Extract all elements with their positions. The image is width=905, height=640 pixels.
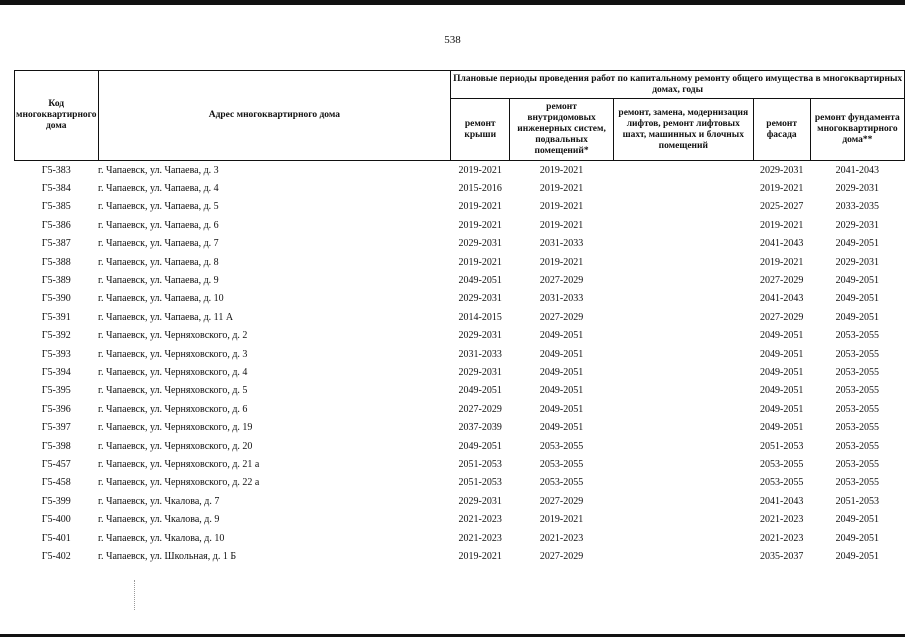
elevator-period: [613, 345, 753, 363]
facade-period: 2053-2055: [760, 458, 804, 470]
elevator-period: [613, 271, 753, 289]
roof-period: 2014-2015: [458, 311, 502, 323]
table-row: [15, 455, 905, 473]
engineering-period: 2021-2023: [539, 532, 584, 544]
foundation-period: 2049-2051: [835, 514, 880, 526]
building-code: Г5-398: [41, 440, 71, 452]
scan-artifact: [134, 580, 136, 610]
table-row: [15, 327, 905, 345]
table-row: [15, 400, 905, 418]
bottom-border-rule: [0, 634, 905, 637]
table-row: [15, 492, 905, 510]
building-address: г. Чапаевск, ул. Чкалова, д. 7: [98, 495, 220, 507]
foundation-period: 2049-2051: [835, 293, 880, 305]
building-address: г. Чапаевск, ул. Школьная, д. 1 Б: [98, 550, 237, 562]
elevator-period: [613, 308, 753, 326]
header-elevator-repair: ремонт, замена, модернизация лифтов, ремонт лифтовых шахт, машинных и блочных помещений: [613, 99, 753, 161]
building-code: Г5-399: [41, 495, 71, 507]
building-address: г. Чапаевск, ул. Чапаева, д. 7: [98, 238, 219, 250]
facade-period: 2049-2051: [760, 385, 804, 397]
table-row: [15, 253, 905, 271]
building-code: Г5-390: [41, 293, 71, 305]
foundation-period: 2049-2051: [835, 311, 880, 323]
roof-period: 2021-2023: [458, 532, 502, 544]
foundation-period: 2053-2055: [835, 330, 880, 342]
header-roof-repair: ремонт крыши: [451, 99, 510, 161]
foundation-period: 2049-2051: [835, 532, 880, 544]
header-planned-periods: Плановые периоды проведения работ по капитальному ремонту общего имущества в многоквартирных домах, годы: [451, 71, 905, 99]
building-address: г. Чапаевск, ул. Чкалова, д. 10: [98, 532, 225, 544]
foundation-period: 2051-2053: [835, 495, 880, 507]
engineering-period: 2019-2021: [539, 219, 584, 231]
engineering-period: 2027-2029: [539, 495, 584, 507]
roof-period: 2051-2053: [458, 477, 502, 489]
roof-period: 2019-2021: [458, 201, 502, 213]
facade-period: 2021-2023: [760, 514, 804, 526]
engineering-period: 2019-2021: [539, 514, 584, 526]
table-row: [15, 345, 905, 363]
table-row: [15, 547, 905, 565]
engineering-period: 2053-2055: [539, 477, 584, 489]
building-code: Г5-385: [41, 201, 71, 213]
engineering-period: 2019-2021: [539, 256, 584, 268]
table-row: [15, 510, 905, 528]
facade-period: 2025-2027: [760, 201, 804, 213]
elevator-period: [613, 216, 753, 234]
building-address: г. Чапаевск, ул. Черняховского, д. 6: [98, 403, 248, 415]
table-row: [15, 529, 905, 547]
engineering-period: 2019-2021: [539, 164, 584, 176]
facade-period: 2049-2051: [760, 366, 804, 378]
elevator-period: [613, 253, 753, 271]
building-address: г. Чапаевск, ул. Чапаева, д. 4: [98, 183, 219, 195]
building-address: г. Чапаевск, ул. Черняховского, д. 21 а: [98, 458, 260, 470]
foundation-period: 2029-2031: [835, 219, 880, 231]
roof-period: 2051-2053: [458, 458, 502, 470]
elevator-period: [613, 235, 753, 253]
elevator-period: [613, 363, 753, 381]
elevator-period: [613, 510, 753, 528]
table-row: [15, 198, 905, 216]
engineering-period: 2049-2051: [539, 403, 584, 415]
building-code: Г5-387: [41, 238, 71, 250]
foundation-period: 2053-2055: [835, 385, 880, 397]
building-code: Г5-397: [41, 422, 71, 434]
elevator-period: [613, 547, 753, 565]
foundation-period: 2053-2055: [835, 366, 880, 378]
facade-period: 2051-2053: [760, 440, 804, 452]
building-code: Г5-457: [41, 458, 71, 470]
foundation-period: 2049-2051: [835, 275, 880, 287]
roof-period: 2037-2039: [458, 422, 502, 434]
foundation-period: 2049-2051: [835, 550, 880, 562]
building-code: Г5-400: [41, 514, 71, 526]
elevator-period: [613, 455, 753, 473]
roof-period: 2029-2031: [458, 293, 502, 305]
facade-period: 2049-2051: [760, 348, 804, 360]
foundation-period: 2029-2031: [835, 183, 880, 195]
table-row: [15, 437, 905, 455]
facade-period: 2053-2055: [760, 477, 804, 489]
roof-period: 2027-2029: [458, 403, 502, 415]
building-code: Г5-389: [41, 275, 71, 287]
building-address: г. Чапаевск, ул. Черняховского, д. 19: [98, 422, 253, 434]
building-address: г. Чапаевск, ул. Чапаева, д. 6: [98, 219, 219, 231]
roof-period: 2019-2021: [458, 550, 502, 562]
roof-period: 2049-2051: [458, 385, 502, 397]
foundation-period: 2053-2055: [835, 477, 880, 489]
engineering-period: 2019-2021: [539, 183, 584, 195]
building-code: Г5-396: [41, 403, 71, 415]
header-engineering-repair: ремонт внутридомовых инженерных систем, подвальных помещений*: [510, 99, 614, 161]
elevator-period: [613, 327, 753, 345]
engineering-period: 2053-2055: [539, 440, 584, 452]
table-row: [15, 308, 905, 326]
elevator-period: [613, 161, 753, 180]
foundation-period: 2053-2055: [835, 403, 880, 415]
building-code: Г5-392: [41, 330, 71, 342]
table-row: [15, 216, 905, 234]
engineering-period: 2049-2051: [539, 422, 584, 434]
table-row: [15, 290, 905, 308]
building-code: Г5-386: [41, 219, 71, 231]
roof-period: 2019-2021: [458, 219, 502, 231]
building-code: Г5-395: [41, 385, 71, 397]
elevator-period: [613, 179, 753, 197]
header-address: Адрес многоквартирного дома: [98, 71, 451, 161]
facade-period: 2041-2043: [760, 293, 804, 305]
header-building-code: Код многоквартирного дома: [15, 71, 99, 161]
foundation-period: 2029-2031: [835, 256, 880, 268]
elevator-period: [613, 400, 753, 418]
engineering-period: 2049-2051: [539, 348, 584, 360]
elevator-period: [613, 529, 753, 547]
engineering-period: 2053-2055: [539, 458, 584, 470]
facade-period: 2021-2023: [760, 532, 804, 544]
building-address: г. Чапаевск, ул. Черняховского, д. 3: [98, 348, 248, 360]
facade-period: 2027-2029: [760, 275, 804, 287]
building-code: Г5-393: [41, 348, 71, 360]
roof-period: 2029-2031: [458, 495, 502, 507]
foundation-period: 2053-2055: [835, 422, 880, 434]
engineering-period: 2019-2021: [539, 201, 584, 213]
building-address: г. Чапаевск, ул. Черняховского, д. 22 а: [98, 477, 260, 489]
facade-period: 2049-2051: [760, 403, 804, 415]
engineering-period: 2049-2051: [539, 330, 584, 342]
roof-period: 2019-2021: [458, 164, 502, 176]
building-code: Г5-391: [41, 311, 71, 323]
foundation-period: 2053-2055: [835, 348, 880, 360]
elevator-period: [613, 437, 753, 455]
building-address: г. Чапаевск, ул. Чапаева, д. 10: [98, 293, 224, 305]
table-row: [15, 418, 905, 436]
table-row: [15, 382, 905, 400]
building-code: Г5-401: [41, 532, 71, 544]
roof-period: 2049-2051: [458, 275, 502, 287]
table-row: [15, 179, 905, 197]
page-number: 538: [444, 34, 461, 46]
foundation-period: 2053-2055: [835, 440, 880, 452]
facade-period: 2019-2021: [760, 219, 804, 231]
facade-period: 2035-2037: [760, 550, 804, 562]
elevator-period: [613, 290, 753, 308]
facade-period: 2019-2021: [760, 256, 804, 268]
facade-period: 2029-2031: [760, 164, 804, 176]
facade-period: 2027-2029: [760, 311, 804, 323]
building-code: Г5-458: [41, 477, 71, 489]
elevator-period: [613, 474, 753, 492]
building-address: г. Чапаевск, ул. Черняховского, д. 4: [98, 366, 248, 378]
table-row: [15, 363, 905, 381]
roof-period: 2029-2031: [458, 330, 502, 342]
roof-period: 2019-2021: [458, 256, 502, 268]
building-address: г. Чапаевск, ул. Чапаева, д. 8: [98, 256, 219, 268]
foundation-period: 2041-2043: [835, 164, 880, 176]
building-code: Г5-384: [41, 183, 71, 195]
building-address: г. Чапаевск, ул. Черняховского, д. 5: [98, 385, 248, 397]
facade-period: 2041-2043: [760, 495, 804, 507]
foundation-period: 2033-2035: [835, 201, 880, 213]
roof-period: 2015-2016: [458, 183, 502, 195]
building-code: Г5-383: [41, 164, 71, 176]
building-address: г. Чапаевск, ул. Чапаева, д. 11 А: [98, 311, 234, 323]
engineering-period: 2031-2033: [539, 238, 584, 250]
building-address: г. Чапаевск, ул. Чапаева, д. 5: [98, 201, 219, 213]
building-code: Г5-394: [41, 366, 71, 378]
table-row: [15, 235, 905, 253]
engineering-period: 2027-2029: [539, 550, 584, 562]
table-body: [15, 161, 905, 566]
foundation-period: 2049-2051: [835, 238, 880, 250]
table-row: [15, 271, 905, 289]
header-foundation-repair: ремонт фундамента многоквартирного дома**: [810, 99, 904, 161]
header-facade-repair: ремонт фасада: [753, 99, 810, 161]
building-code: Г5-388: [41, 256, 71, 268]
foundation-period: 2053-2055: [835, 458, 880, 470]
building-address: г. Чапаевск, ул. Чапаева, д. 3: [98, 164, 219, 176]
table-row: [15, 474, 905, 492]
building-address: г. Чапаевск, ул. Чапаева, д. 9: [98, 275, 219, 287]
engineering-period: 2031-2033: [539, 293, 584, 305]
facade-period: 2049-2051: [760, 422, 804, 434]
building-address: г. Чапаевск, ул. Чкалова, д. 9: [98, 514, 220, 526]
roof-period: 2031-2033: [458, 348, 502, 360]
building-code: Г5-402: [41, 550, 71, 562]
facade-period: 2019-2021: [760, 183, 804, 195]
engineering-period: 2049-2051: [539, 385, 584, 397]
top-border-rule: [0, 0, 905, 5]
building-address: г. Чапаевск, ул. Черняховского, д. 2: [98, 330, 248, 342]
elevator-period: [613, 198, 753, 216]
facade-period: 2041-2043: [760, 238, 804, 250]
table-row: [15, 161, 905, 180]
roof-period: 2029-2031: [458, 366, 502, 378]
engineering-period: 2027-2029: [539, 275, 584, 287]
repair-schedule-table: [14, 70, 905, 566]
engineering-period: 2049-2051: [539, 366, 584, 378]
elevator-period: [613, 492, 753, 510]
facade-period: 2049-2051: [760, 330, 804, 342]
roof-period: 2029-2031: [458, 238, 502, 250]
elevator-period: [613, 418, 753, 436]
engineering-period: 2027-2029: [539, 311, 584, 323]
roof-period: 2049-2051: [458, 440, 502, 452]
roof-period: 2021-2023: [458, 514, 502, 526]
elevator-period: [613, 382, 753, 400]
building-address: г. Чапаевск, ул. Черняховского, д. 20: [98, 440, 253, 452]
